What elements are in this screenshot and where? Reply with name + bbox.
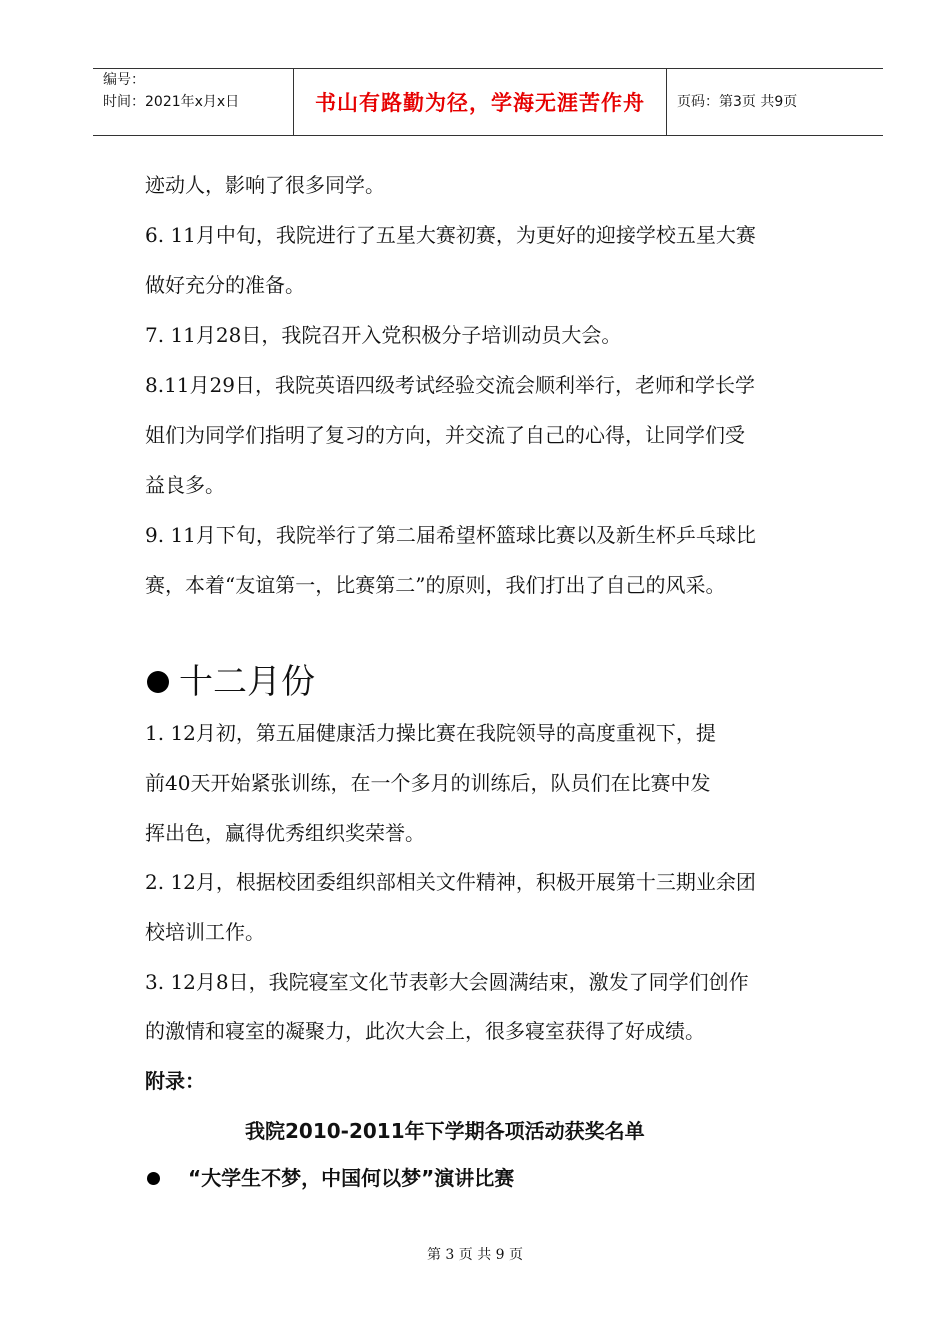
- paragraph-line: 迹动人，影响了很多同学。: [145, 173, 385, 197]
- paragraph-line: 8.11月29日，我院英语四级考试经验交流会顺利举行，老师和学长学: [145, 373, 755, 397]
- appendix-item: [145, 1163, 514, 1193]
- paragraph-line: 前40天开始紧张训练，在一个多月的训练后，队员们在比赛中发: [145, 771, 711, 795]
- header-meta-cell: [93, 69, 294, 135]
- paragraph-line: 的激情和寝室的凝聚力，此次大会上，很多寝室获得了好成绩。: [145, 1019, 705, 1043]
- section-heading-text: 十二月份: [179, 662, 315, 702]
- paragraph-line: 赛，本着“友谊第一，比赛第二”的原则，我们打出了自己的风采。: [145, 573, 726, 597]
- paragraph-line: 姐们为同学们指明了复习的方向，并交流了自己的心得，让同学们受: [145, 423, 745, 447]
- section-heading: [145, 660, 315, 704]
- paragraph-line: 9. 11月下旬，我院举行了第二届希望杯篮球比赛以及新生杯乒乓球比: [145, 523, 756, 547]
- page-footer: 第 3 页 共 9 页: [426, 1247, 524, 1263]
- header-table: [93, 68, 883, 136]
- paragraph-line: 校培训工作。: [145, 920, 265, 944]
- appendix-title: 我院2010-2011年下学期各项活动获奖名单: [245, 1119, 645, 1143]
- motto-text: 书山有路勤为径，学海无涯苦作舟: [315, 91, 645, 115]
- header-page-cell: [667, 69, 883, 135]
- paragraph-line: 做好充分的准备。: [145, 273, 305, 297]
- paragraph-line: 1. 12月初，第五届健康活力操比赛在我院领导的高度重视下，提: [145, 721, 716, 745]
- header-motto-cell: [294, 69, 667, 135]
- paragraph-line: 7. 11月28日，我院召开入党积极分子培训动员大会。: [145, 323, 622, 347]
- bullet-icon: [147, 671, 169, 693]
- paragraph-line: 6. 11月中旬，我院进行了五星大赛初赛，为更好的迎接学校五星大赛: [145, 223, 756, 247]
- appendix-label: 附录：: [145, 1069, 205, 1093]
- number-label: 编号：: [103, 72, 145, 88]
- paragraph-line: 3. 12月8日，我院寝室文化节表彰大会圆满结束，激发了同学们创作: [145, 970, 749, 994]
- time-label: 时间：2021年x月x日: [103, 94, 240, 110]
- bullet-icon: [147, 1172, 160, 1185]
- appendix-item-text: “大学生不梦，中国何以梦”演讲比赛: [188, 1166, 515, 1190]
- page-label: 页码：第3页 共9页: [677, 94, 798, 110]
- paragraph-line: 2. 12月，根据校团委组织部相关文件精神，积极开展第十三期业余团: [145, 870, 756, 894]
- paragraph-line: 益良多。: [145, 473, 225, 497]
- paragraph-line: 挥出色，赢得优秀组织奖荣誉。: [145, 821, 425, 845]
